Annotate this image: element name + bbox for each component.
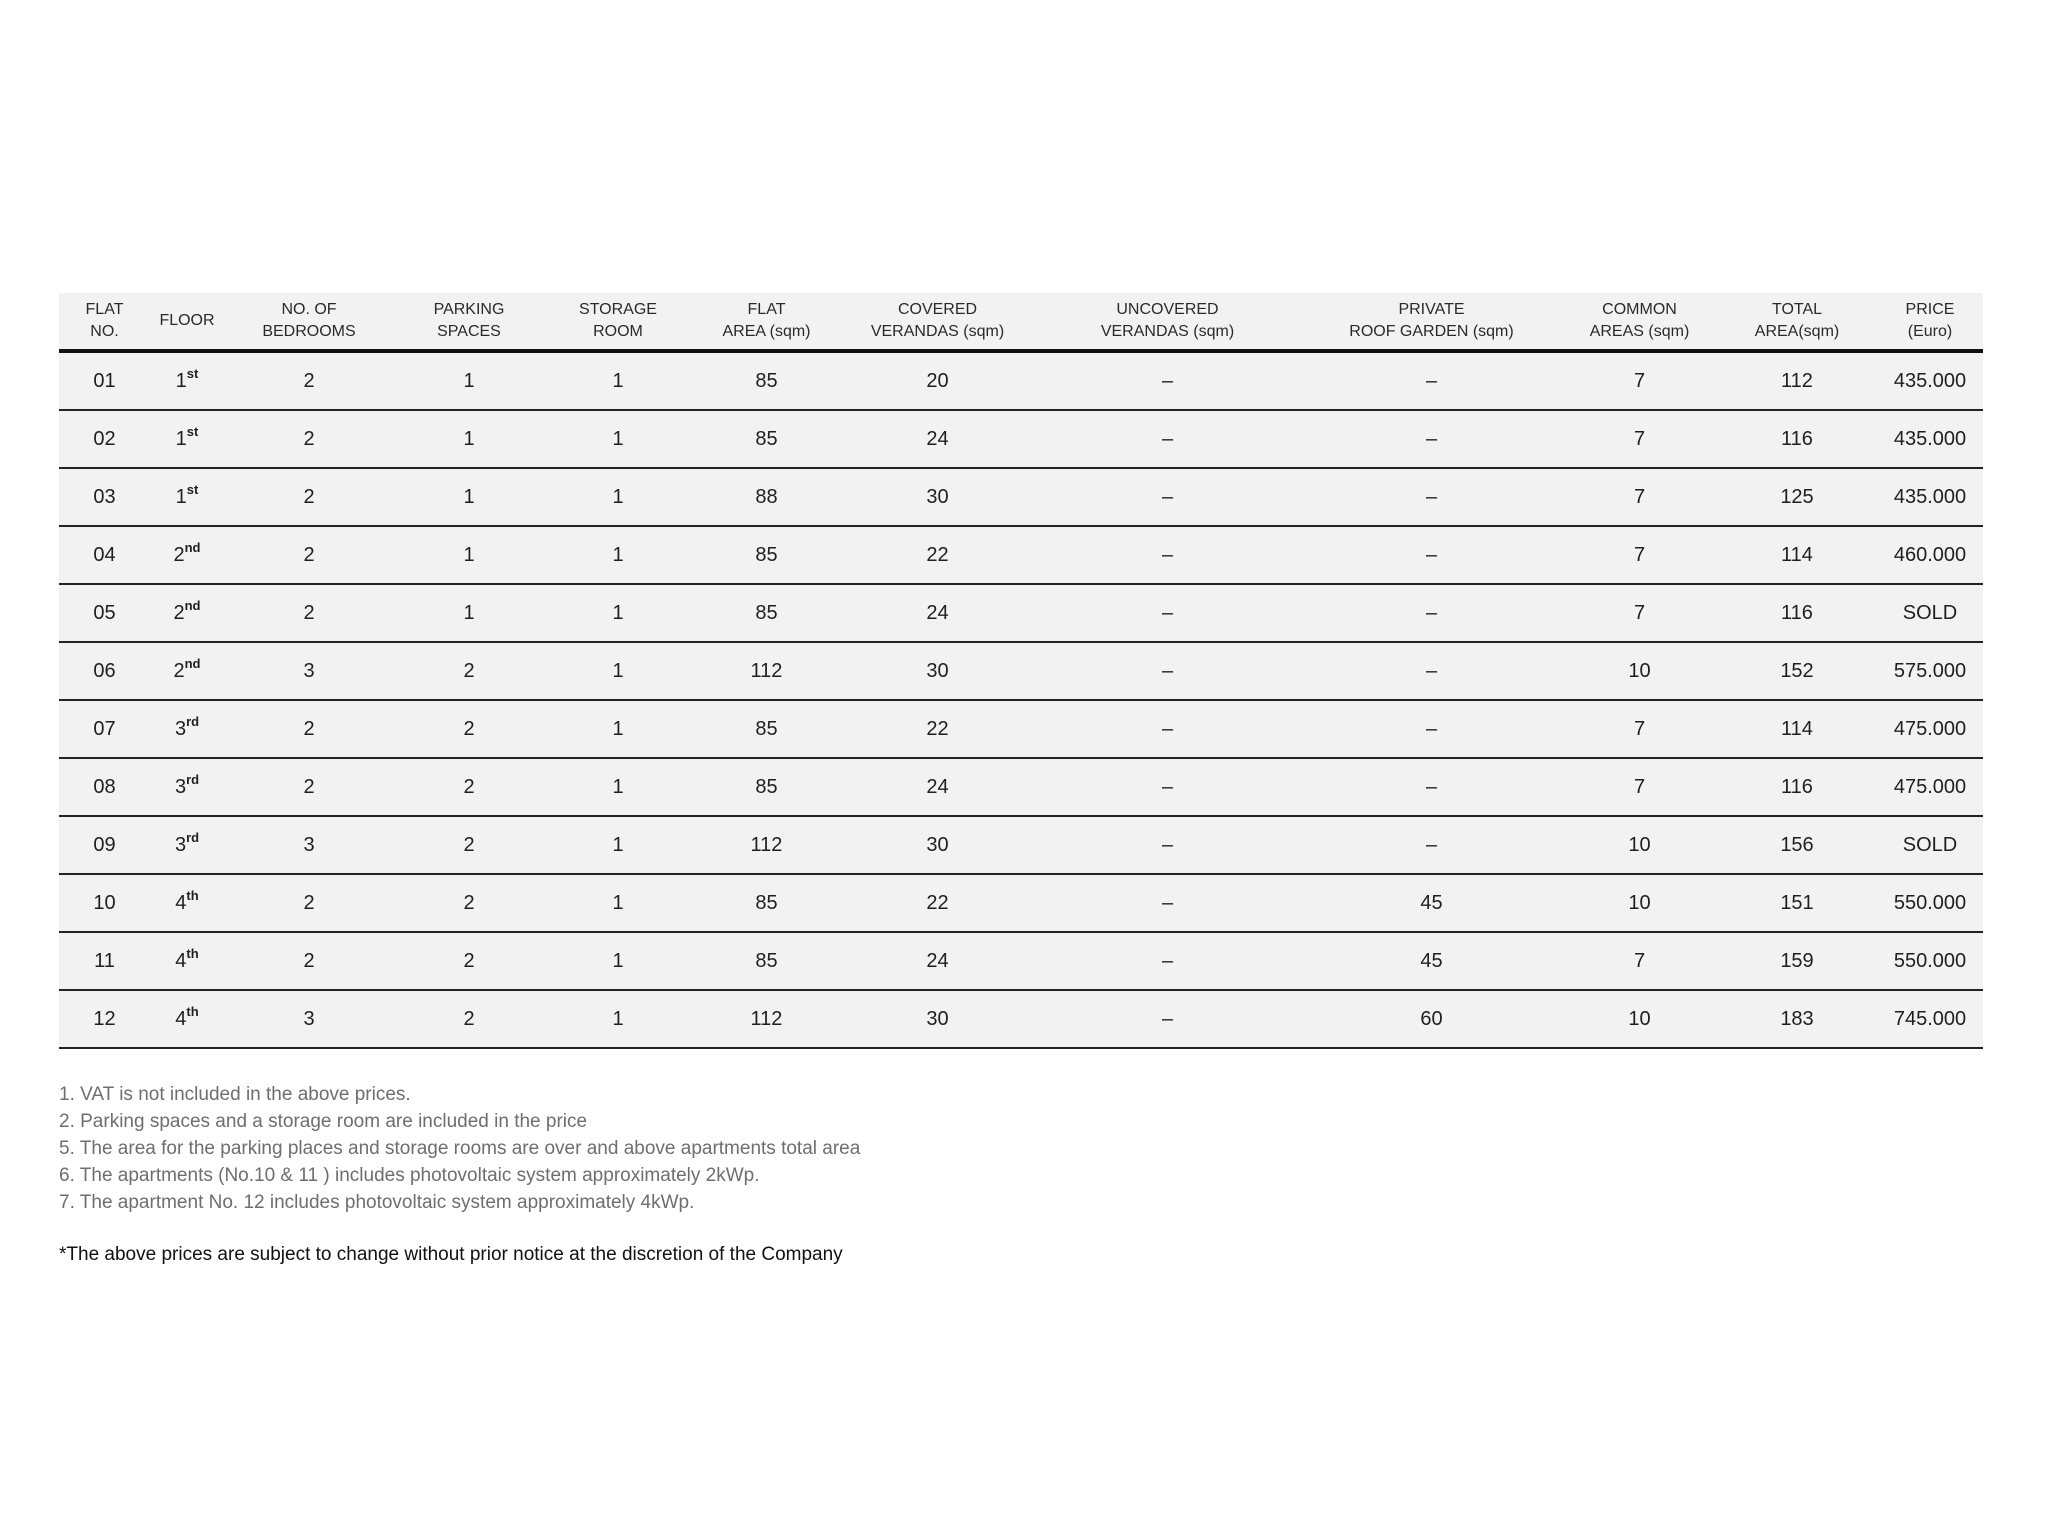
cell-floor: [150, 758, 224, 816]
cell-flat-area: 85: [692, 526, 841, 584]
floor-ordinal-suffix: th: [186, 1003, 199, 1019]
header-text-line: ROOF GARDEN (sqm): [1349, 323, 1514, 340]
cell-common-areas: 7: [1562, 468, 1717, 526]
table-row: [59, 351, 1983, 410]
cell-flat-no: 02: [59, 410, 150, 468]
header-text-line: FLOOR: [159, 312, 215, 329]
cell-private-roof-garden: 45: [1301, 932, 1562, 990]
cell-parking-spaces: 1: [394, 351, 544, 410]
table-row: [59, 468, 1983, 526]
header-text-line: PRIVATE: [1398, 301, 1465, 318]
cell-flat-area: 85: [692, 584, 841, 642]
cell-bedrooms: 3: [224, 816, 394, 874]
cell-parking-spaces: 1: [394, 526, 544, 584]
header-text-line: VERANDAS (sqm): [870, 323, 1005, 340]
cell-storage-room: 1: [544, 874, 692, 932]
cell-parking-spaces: 2: [394, 874, 544, 932]
cell-flat-area: 88: [692, 468, 841, 526]
header-private-roof-garden: [1301, 293, 1562, 351]
cell-parking-spaces: 2: [394, 642, 544, 700]
cell-common-areas: 10: [1562, 642, 1717, 700]
apartment-price-table: [59, 293, 1983, 1049]
table-body: [59, 351, 1983, 1048]
footnote-item: 1. VAT is not included in the above prices.: [59, 1084, 411, 1105]
header-text-line: NO.: [90, 323, 119, 340]
header-text-line: AREA(sqm): [1754, 323, 1840, 340]
cell-storage-room: 1: [544, 410, 692, 468]
footnote-item: 7. The apartment No. 12 includes photovoltaic system approximately 4kWp.: [59, 1192, 695, 1213]
cell-private-roof-garden: –: [1301, 351, 1562, 410]
cell-storage-room: 1: [544, 758, 692, 816]
floor-number: 3: [174, 717, 187, 740]
floor-number: 4: [175, 1007, 187, 1030]
cell-covered-verandas: 20: [841, 351, 1034, 410]
cell-total-area: 112: [1717, 351, 1877, 410]
cell-storage-room: 1: [544, 816, 692, 874]
cell-flat-no: 04: [59, 526, 150, 584]
floor-ordinal-suffix: st: [186, 481, 199, 497]
cell-price: 745.000: [1877, 990, 1983, 1048]
cell-parking-spaces: 1: [394, 584, 544, 642]
header-text-line: PARKING: [433, 301, 505, 318]
header-text-line: COMMON: [1602, 301, 1677, 318]
floor-number: 4: [175, 891, 187, 914]
header-bedrooms: [224, 293, 394, 351]
cell-bedrooms: 2: [224, 874, 394, 932]
cell-private-roof-garden: 45: [1301, 874, 1562, 932]
cell-floor: [150, 468, 224, 526]
cell-total-area: 151: [1717, 874, 1877, 932]
cell-common-areas: 7: [1562, 351, 1717, 410]
floor-ordinal-suffix: th: [186, 945, 199, 961]
cell-floor: [150, 874, 224, 932]
floor-ordinal-suffix: st: [186, 365, 199, 381]
cell-private-roof-garden: 60: [1301, 990, 1562, 1048]
cell-common-areas: 7: [1562, 526, 1717, 584]
header-text-line: AREAS (sqm): [1589, 323, 1690, 340]
cell-bedrooms: 2: [224, 526, 394, 584]
cell-bedrooms: 2: [224, 351, 394, 410]
cell-flat-area: 85: [692, 410, 841, 468]
cell-flat-area: 85: [692, 758, 841, 816]
cell-bedrooms: 2: [224, 700, 394, 758]
cell-parking-spaces: 2: [394, 758, 544, 816]
cell-common-areas: 7: [1562, 700, 1717, 758]
floor-number: 1: [175, 485, 187, 508]
cell-private-roof-garden: –: [1301, 584, 1562, 642]
table-row: [59, 642, 1983, 700]
table-row: [59, 584, 1983, 642]
cell-covered-verandas: 22: [841, 700, 1034, 758]
cell-flat-no: 01: [59, 351, 150, 410]
cell-parking-spaces: 2: [394, 700, 544, 758]
header-text-line: (Euro): [1907, 323, 1953, 340]
floor-ordinal-suffix: rd: [186, 713, 200, 729]
cell-covered-verandas: 24: [841, 584, 1034, 642]
footnote-item: 2. Parking spaces and a storage room are included in the price: [59, 1111, 588, 1132]
cell-flat-no: 06: [59, 642, 150, 700]
cell-price: 460.000: [1877, 526, 1983, 584]
cell-uncovered-verandas: –: [1034, 526, 1301, 584]
cell-floor: [150, 351, 224, 410]
cell-common-areas: 7: [1562, 758, 1717, 816]
table-row: [59, 990, 1983, 1048]
cell-floor: [150, 410, 224, 468]
header-total-area: [1717, 293, 1877, 351]
header-flat-no: [59, 293, 150, 351]
cell-price: 435.000: [1877, 410, 1983, 468]
floor-number: 4: [175, 949, 187, 972]
cell-uncovered-verandas: –: [1034, 758, 1301, 816]
cell-uncovered-verandas: –: [1034, 468, 1301, 526]
floor-number: 2: [173, 659, 185, 682]
cell-bedrooms: 2: [224, 468, 394, 526]
floor-ordinal-suffix: st: [186, 423, 199, 439]
header-text-line: BEDROOMS: [262, 323, 356, 340]
cell-parking-spaces: 1: [394, 468, 544, 526]
cell-price: 475.000: [1877, 758, 1983, 816]
cell-storage-room: 1: [544, 990, 692, 1048]
cell-private-roof-garden: –: [1301, 642, 1562, 700]
header-text-line: COVERED: [897, 301, 978, 318]
cell-flat-no: 12: [59, 990, 150, 1048]
floor-number: 2: [173, 543, 185, 566]
cell-floor: [150, 816, 224, 874]
cell-uncovered-verandas: –: [1034, 990, 1301, 1048]
table-row: [59, 526, 1983, 584]
cell-private-roof-garden: –: [1301, 816, 1562, 874]
cell-covered-verandas: 30: [841, 816, 1034, 874]
cell-price: SOLD: [1877, 816, 1983, 874]
cell-common-areas: 7: [1562, 584, 1717, 642]
cell-uncovered-verandas: –: [1034, 584, 1301, 642]
cell-covered-verandas: 30: [841, 468, 1034, 526]
cell-price: SOLD: [1877, 584, 1983, 642]
cell-storage-room: 1: [544, 642, 692, 700]
cell-bedrooms: 3: [224, 642, 394, 700]
cell-uncovered-verandas: –: [1034, 700, 1301, 758]
header-text-line: FLAT: [85, 301, 124, 318]
footnote-item: 5. The area for the parking places and storage rooms are over and above apartments total area: [59, 1138, 861, 1159]
floor-ordinal-suffix: th: [186, 887, 199, 903]
table-row: [59, 700, 1983, 758]
cell-bedrooms: 3: [224, 990, 394, 1048]
cell-bedrooms: 2: [224, 758, 394, 816]
cell-covered-verandas: 30: [841, 990, 1034, 1048]
header-flat-area: [692, 293, 841, 351]
cell-covered-verandas: 24: [841, 932, 1034, 990]
cell-covered-verandas: 24: [841, 758, 1034, 816]
cell-storage-room: 1: [544, 932, 692, 990]
cell-flat-area: 85: [692, 932, 841, 990]
cell-parking-spaces: 2: [394, 932, 544, 990]
header-floor: [150, 293, 224, 351]
cell-flat-no: 08: [59, 758, 150, 816]
cell-private-roof-garden: –: [1301, 410, 1562, 468]
cell-bedrooms: 2: [224, 410, 394, 468]
cell-common-areas: 10: [1562, 816, 1717, 874]
cell-floor: [150, 700, 224, 758]
cell-storage-room: 1: [544, 526, 692, 584]
cell-price: 550.000: [1877, 874, 1983, 932]
cell-private-roof-garden: –: [1301, 468, 1562, 526]
table-row: [59, 874, 1983, 932]
table-header-row: [59, 293, 1983, 351]
header-text-line: UNCOVERED: [1116, 301, 1219, 318]
header-storage-room: [544, 293, 692, 351]
cell-floor: [150, 584, 224, 642]
cell-flat-area: 112: [692, 990, 841, 1048]
cell-common-areas: 10: [1562, 874, 1717, 932]
cell-uncovered-verandas: –: [1034, 642, 1301, 700]
table-row: [59, 932, 1983, 990]
floor-number: 2: [173, 601, 185, 624]
header-text-line: STORAGE: [579, 301, 657, 318]
header-text-line: PRICE: [1905, 301, 1955, 318]
cell-bedrooms: 2: [224, 584, 394, 642]
cell-flat-area: 112: [692, 642, 841, 700]
cell-private-roof-garden: –: [1301, 758, 1562, 816]
floor-ordinal-suffix: nd: [184, 597, 201, 613]
header-common-areas: [1562, 293, 1717, 351]
cell-flat-no: 03: [59, 468, 150, 526]
cell-total-area: 183: [1717, 990, 1877, 1048]
header-parking-spaces: [394, 293, 544, 351]
cell-uncovered-verandas: –: [1034, 816, 1301, 874]
header-text-line: VERANDAS (sqm): [1100, 323, 1235, 340]
cell-floor: [150, 642, 224, 700]
cell-storage-room: 1: [544, 468, 692, 526]
cell-total-area: 152: [1717, 642, 1877, 700]
cell-flat-no: 11: [59, 932, 150, 990]
cell-price: 575.000: [1877, 642, 1983, 700]
price-disclaimer: *The above prices are subject to change without prior notice at the discretion of the Company: [59, 1244, 843, 1265]
cell-total-area: 116: [1717, 758, 1877, 816]
floor-ordinal-suffix: rd: [186, 771, 200, 787]
cell-flat-no: 05: [59, 584, 150, 642]
cell-covered-verandas: 24: [841, 410, 1034, 468]
cell-total-area: 114: [1717, 700, 1877, 758]
cell-parking-spaces: 1: [394, 410, 544, 468]
cell-common-areas: 7: [1562, 410, 1717, 468]
cell-total-area: 116: [1717, 410, 1877, 468]
cell-storage-room: 1: [544, 700, 692, 758]
header-text-line: NO. OF: [281, 301, 337, 318]
cell-covered-verandas: 22: [841, 874, 1034, 932]
floor-number: 3: [174, 833, 187, 856]
cell-covered-verandas: 22: [841, 526, 1034, 584]
header-text-line: ROOM: [593, 323, 643, 340]
cell-price: 435.000: [1877, 468, 1983, 526]
cell-covered-verandas: 30: [841, 642, 1034, 700]
floor-number: 1: [175, 427, 187, 450]
table-row: [59, 758, 1983, 816]
cell-common-areas: 7: [1562, 932, 1717, 990]
cell-floor: [150, 990, 224, 1048]
cell-price: 435.000: [1877, 351, 1983, 410]
cell-private-roof-garden: –: [1301, 700, 1562, 758]
cell-price: 550.000: [1877, 932, 1983, 990]
cell-uncovered-verandas: –: [1034, 932, 1301, 990]
header-text-line: AREA (sqm): [722, 323, 811, 340]
cell-private-roof-garden: –: [1301, 526, 1562, 584]
cell-flat-no: 09: [59, 816, 150, 874]
floor-ordinal-suffix: rd: [186, 829, 200, 845]
header-text-line: FLAT: [747, 301, 786, 318]
cell-parking-spaces: 2: [394, 816, 544, 874]
cell-price: 475.000: [1877, 700, 1983, 758]
price-list-sheet: [59, 293, 1983, 1266]
cell-flat-area: 85: [692, 351, 841, 410]
header-price: [1877, 293, 1983, 351]
footnotes: [59, 1081, 1983, 1216]
cell-uncovered-verandas: –: [1034, 410, 1301, 468]
cell-flat-no: 10: [59, 874, 150, 932]
cell-bedrooms: 2: [224, 932, 394, 990]
header-text-line: TOTAL: [1771, 301, 1823, 318]
floor-number: 3: [174, 775, 187, 798]
header-uncovered-verandas: [1034, 293, 1301, 351]
floor-number: 1: [175, 369, 187, 392]
cell-storage-room: 1: [544, 584, 692, 642]
floor-ordinal-suffix: nd: [184, 655, 201, 671]
cell-flat-area: 85: [692, 874, 841, 932]
floor-ordinal-suffix: nd: [184, 539, 201, 555]
cell-parking-spaces: 2: [394, 990, 544, 1048]
table-row: [59, 816, 1983, 874]
cell-total-area: 125: [1717, 468, 1877, 526]
cell-total-area: 159: [1717, 932, 1877, 990]
cell-flat-area: 112: [692, 816, 841, 874]
cell-flat-no: 07: [59, 700, 150, 758]
cell-total-area: 156: [1717, 816, 1877, 874]
cell-total-area: 116: [1717, 584, 1877, 642]
cell-common-areas: 10: [1562, 990, 1717, 1048]
cell-total-area: 114: [1717, 526, 1877, 584]
footnote-item: 6. The apartments (No.10 & 11 ) includes photovoltaic system approximately 2kWp.: [59, 1165, 760, 1186]
cell-storage-room: 1: [544, 351, 692, 410]
cell-floor: [150, 932, 224, 990]
table-row: [59, 410, 1983, 468]
header-text-line: SPACES: [437, 323, 501, 340]
header-covered-verandas: [841, 293, 1034, 351]
cell-uncovered-verandas: –: [1034, 874, 1301, 932]
cell-flat-area: 85: [692, 700, 841, 758]
cell-uncovered-verandas: –: [1034, 351, 1301, 410]
cell-floor: [150, 526, 224, 584]
